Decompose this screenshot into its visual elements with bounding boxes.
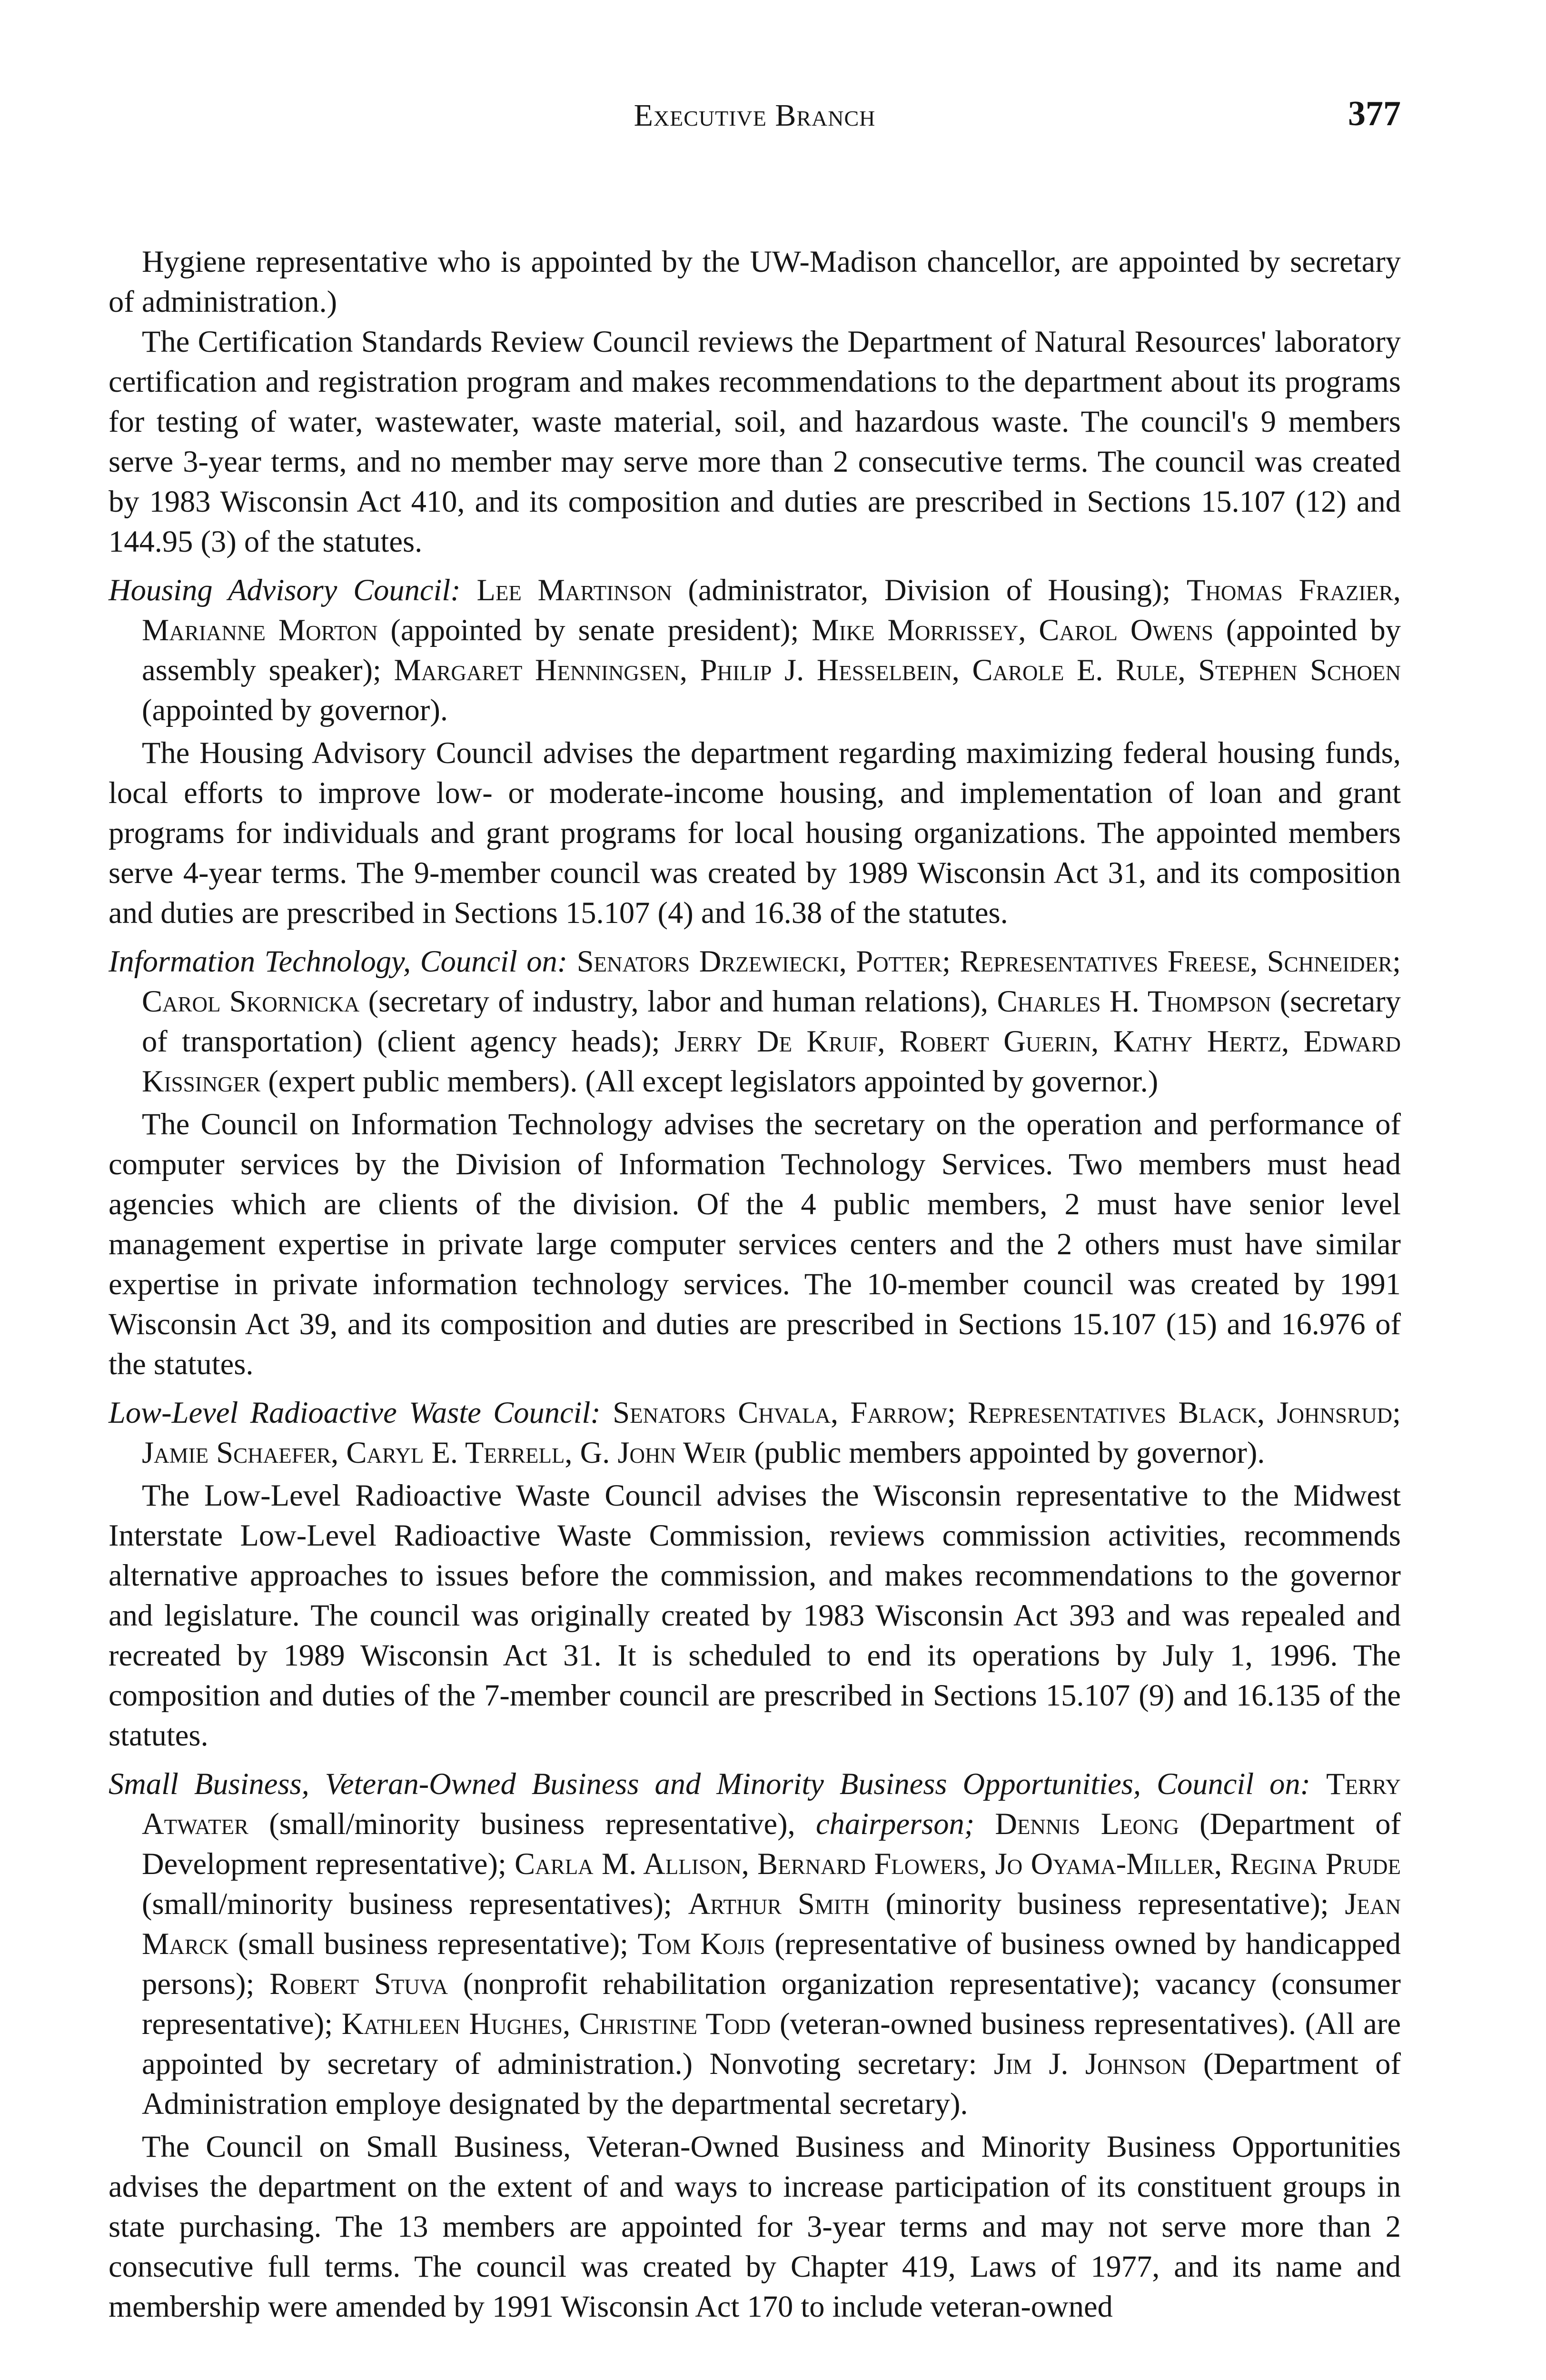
radioactive-council-description: The Low-Level Radioactive Waste Council advises the Wisconsin representative to the Midwest Interstate Low-Level Radioactive Waste Commission, reviews commission activities, recommends alternative approaches to issues before the commission, and makes recommendations to the governor and legislature. The council was originally created by 1983 Wisconsin Act 393 and was repealed and recreated by 1989 Wisconsin Act 31. It is scheduled to end its operations by July 1, 1996. The composition and duties of the 7-member council are prescribed in Sections 15.107 (9) and 16.135 of the statutes. bbox=[109, 1478, 1401, 1752]
housing-council-title: Housing Advisory Council: bbox=[109, 573, 461, 607]
member-names: Dennis Leong bbox=[995, 1807, 1179, 1841]
member-names: Senators Chvala, Farrow; Representatives Black, Johnsrud; Jamie Schaefer, Caryl E. Terrell, G. John Weir bbox=[142, 1396, 1401, 1469]
chairperson-label: chairperson; bbox=[815, 1807, 975, 1841]
member-role: (expert public members). (All except legislators appointed by governor.) bbox=[260, 1064, 1159, 1098]
member-role: (veteran-owned business representatives). (All are appointed by secretary of administration.) Nonvoting secretary: bbox=[142, 2007, 1401, 2081]
housing-council-description: The Housing Advisory Council advises the department regarding maximizing federal housing funds, local efforts to improve low- or moderate-income housing, and implementation of loan and grant programs for individuals and grant programs for local housing organizations. The appointed members serve 4-year terms. The 9-member council was created by 1989 Wisconsin Act 31, and its composition and duties are prescribed in Sections 15.107 (4) and 16.38 of the statutes. bbox=[109, 736, 1401, 930]
member-names: Mike Morrissey, Carol Owens bbox=[812, 613, 1213, 647]
member-role: (nonprofit rehabilitation organization representative); vacancy (consumer representative); bbox=[142, 1967, 1401, 2041]
it-council-description: The Council on Information Technology advises the secretary on the operation and performance of computer services by the Division of Information Technology Services. Two members must head agencies which are clients of the division. Of the 4 public members, 2 must have senior level management expertise in private large computer services centers and the 2 others must have similar expertise in private information technology services. The 10-member council was created by 1991 Wisconsin Act 39, and its composition and duties are prescribed in Sections 15.107 (15) and 16.976 of the statutes. bbox=[109, 1107, 1401, 1381]
member-role: (appointed by assembly speaker); bbox=[142, 613, 1401, 687]
it-council-title: Information Technology, Council on: bbox=[109, 944, 568, 978]
member-names: Thomas Frazier, Marianne Morton bbox=[142, 573, 1401, 647]
small-business-council-description: The Council on Small Business, Veteran-Owned Business and Minority Business Opportunities advises the department on the extent of and ways to increase participation of its constituent groups in state purchasing. The 13 members are appointed for 3-year terms and may not serve more than 2 consecutive full terms. The council was created by Chapter 419, Laws of 1977, and its name and membership were amended by 1991 Wisconsin Act 170 to include veteran-owned bbox=[109, 2130, 1401, 2323]
member-names: Tom Kojis bbox=[637, 1927, 765, 1961]
member-names: Kathleen Hughes, Christine Todd bbox=[341, 2007, 771, 2041]
member-role: (minority business representative); bbox=[869, 1887, 1345, 1921]
radioactive-council-title: Low-Level Radioactive Waste Council: bbox=[109, 1396, 601, 1429]
running-head bbox=[109, 94, 1401, 136]
member-role: (small business representative); bbox=[228, 1927, 638, 1961]
member-names: Arthur Smith bbox=[688, 1887, 870, 1921]
member-role: (secretary of transportation) (client agency heads); bbox=[142, 984, 1401, 1058]
member-names: Margaret Henningsen, Philip J. Hesselbein, Carole E. Rule, Stephen Schoen bbox=[394, 653, 1401, 687]
member-role: (appointed by senate president); bbox=[377, 613, 812, 647]
member-names: Jerry De Kruif, Robert Guerin, Kathy Hertz, Edward Kissinger bbox=[142, 1024, 1401, 1098]
member-role: (Department of Administration employe designated by the departmental secretary). bbox=[142, 2047, 1401, 2121]
member-role: (representative of business owned by handicapped persons); bbox=[142, 1927, 1401, 2001]
housing-council-entry bbox=[109, 570, 1401, 730]
member-names: Terry Atwater bbox=[142, 1767, 1401, 1841]
member-names: Lee Martinson bbox=[476, 573, 672, 607]
member-names: Carla M. Allison, Bernard Flowers, Jo Oyama-Miller, Regina Prude bbox=[515, 1847, 1401, 1881]
member-names: Jean Marck bbox=[142, 1887, 1401, 1961]
continued-paragraph: Hygiene representative who is appointed by the UW-Madison chancellor, are appointed by secretary of administration.) bbox=[109, 245, 1401, 318]
member-role: (small/minority business representative), bbox=[248, 1807, 816, 1841]
member-names: Robert Stuva bbox=[269, 1967, 448, 2001]
member-names: Charles H. Thompson bbox=[997, 984, 1271, 1018]
member-role: (secretary of industry, labor and human relations), bbox=[359, 984, 997, 1018]
small-business-council-title: Small Business, Veteran-Owned Business and Minority Business Opportunities, Council on: bbox=[109, 1767, 1311, 1801]
radioactive-council-entry bbox=[109, 1393, 1401, 1473]
member-role: (small/minority business representatives); bbox=[142, 1887, 688, 1921]
member-names: Senators Drzewiecki, Potter; Representatives Freese, Schneider; Carol Skornicka bbox=[142, 944, 1401, 1018]
member-role: (Department of Development representative); bbox=[142, 1807, 1401, 1881]
certification-council-paragraph: The Certification Standards Review Council reviews the Department of Natural Resources' laboratory certification and registration program and makes recommendations to the department about its programs for testing of water, wastewater, waste material, soil, and hazardous waste. The council's 9 members serve 3-year terms, and no member may serve more than 2 consecutive terms. The council was created by 1983 Wisconsin Act 410, and its composition and duties are prescribed in Sections 15.107 (12) and 144.95 (3) of the statutes. bbox=[109, 325, 1401, 558]
member-role: (administrator, Division of Housing); bbox=[672, 573, 1187, 607]
it-council-entry bbox=[109, 942, 1401, 1101]
member-names: Jim J. Johnson bbox=[993, 2047, 1187, 2081]
small-business-council-entry bbox=[109, 1764, 1401, 2124]
page-number: 377 bbox=[1348, 94, 1401, 133]
member-role: (public members appointed by governor). bbox=[746, 1436, 1265, 1469]
member-role: (appointed by governor). bbox=[142, 693, 448, 727]
running-head-title: Executive Branch bbox=[634, 98, 876, 133]
body-text bbox=[109, 242, 1401, 2327]
